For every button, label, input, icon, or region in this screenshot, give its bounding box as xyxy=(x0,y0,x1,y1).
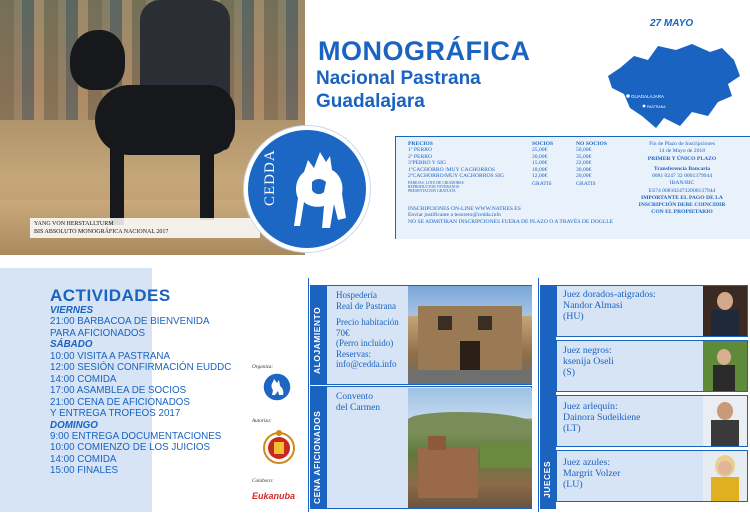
dog-leg xyxy=(110,140,124,225)
subtitle-province: Guadalajara xyxy=(316,91,425,112)
registration-info xyxy=(622,141,742,217)
activity-item: 14:00 COMIDA xyxy=(50,373,117,385)
price-row-label: 3ºPERRO Y SIG xyxy=(408,160,446,167)
price-no-socios: 20,00€ xyxy=(576,173,592,180)
free-labels xyxy=(408,181,528,193)
section-divider xyxy=(308,278,309,512)
dog-silhouette-icon xyxy=(290,148,350,234)
price-no-socios: 30,00€ xyxy=(576,166,592,173)
note-online[interactable]: INSCRIPCIONES ON-LINE WWW.NATRES.ES xyxy=(408,206,521,212)
judge-title: Juez negros: xyxy=(563,345,612,356)
judge-info xyxy=(563,401,693,434)
judge-info xyxy=(563,457,693,490)
cena-line: del Carmen xyxy=(336,403,381,413)
price-header: PRECIOS xyxy=(408,141,433,147)
aloj-line: Precio habitación xyxy=(336,317,399,327)
judge-title: Juez azules: xyxy=(563,457,611,468)
info-line: IBAN/BIC xyxy=(669,180,695,187)
alojamiento-text xyxy=(336,290,414,370)
activity-item: 10:00 COMIENZO DE LOS JUICIOS xyxy=(50,442,211,454)
activity-day: SÁBADO xyxy=(50,339,93,351)
activity-day: VIERNES xyxy=(50,305,94,316)
reservation-email[interactable]: info@cedda.info xyxy=(336,359,397,369)
free-label: PRESENTACION GRATUITA xyxy=(408,188,456,193)
price-row-label: 2ºCACHORRO/MUY CACHORROS SIG xyxy=(408,173,505,180)
judge-country: (S) xyxy=(563,367,575,378)
info-line: PRIMER Y ÚNICO PLAZO xyxy=(647,155,717,162)
convento-photo xyxy=(408,388,532,508)
price-no-socios-free: GRATIS xyxy=(576,180,596,187)
price-socios-free: GRATIS xyxy=(532,180,552,187)
judge-photo xyxy=(703,396,747,446)
judge-photo xyxy=(703,451,747,501)
price-no-socios: 35,00€ xyxy=(576,153,592,160)
price-socios-col xyxy=(532,141,572,187)
note-send[interactable]: Enviar justificante a tesorero@cedda.info xyxy=(408,212,502,219)
judge-name: ksenija Oseli xyxy=(563,356,614,367)
judge-country: (HU) xyxy=(563,311,584,322)
free-label: PAREJAS, LOTE DE CRIADORES xyxy=(408,180,464,185)
activity-item: Y ENTREGA TROFEOS 2017 xyxy=(50,408,181,420)
activities-list xyxy=(50,305,270,477)
cedda-small-logo xyxy=(262,372,292,402)
cena-line: Convento xyxy=(336,392,373,402)
activity-item: 15:00 FINALES xyxy=(50,465,119,477)
judge-photo xyxy=(703,286,747,336)
caption-line: BIS ABSOLUTO MONOGRÁFICA NACIONAL 2017 xyxy=(34,229,169,236)
price-header: SOCIOS xyxy=(532,141,554,147)
organiza-label: Organiza: xyxy=(252,364,274,370)
free-label: REPRODUCTOR VETERANOS xyxy=(408,184,460,189)
activity-day: DOMINGO xyxy=(50,419,98,431)
price-labels xyxy=(408,141,528,192)
autoriza-label: Autoriza: xyxy=(252,418,272,424)
price-socios: 15,00€ xyxy=(532,160,548,167)
activities-title: ACTIVIDADES xyxy=(50,286,171,305)
judge-title: Juez dorados-atigrados: xyxy=(563,289,656,300)
info-line: CON EL PROPIETARIO xyxy=(651,209,713,216)
judge-country: (LT) xyxy=(563,423,581,434)
photo-caption xyxy=(30,218,260,238)
cedda-logo-text: CEDDA xyxy=(262,149,278,206)
section-divider xyxy=(538,278,539,512)
page-title: MONOGRÁFICA xyxy=(318,36,531,66)
activity-item: 17:00 ASAMBLEA DE SOCIOS xyxy=(50,385,187,397)
map-label-guadalajara: GUADALAJARA xyxy=(631,94,665,99)
price-no-socios-col xyxy=(576,141,616,187)
rsce-shield-icon xyxy=(262,428,296,468)
activity-item: 12:00 SESIÓN CONFIRMACIÓN EUDDC xyxy=(50,362,232,374)
activity-item: PARA AFICIONADOS xyxy=(50,327,146,339)
hospederia-photo xyxy=(408,286,532,384)
activity-item: 21:00 BARBACOA DE BIENVENIDA xyxy=(50,316,210,328)
cena-label: CENA AFICIONADOS xyxy=(312,410,322,504)
info-line: 14 de Mayo de 2018 xyxy=(659,148,705,155)
subtitle-location: Nacional Pastrana xyxy=(316,68,481,89)
alojamiento-label: ALOJAMIENTO xyxy=(312,306,322,374)
judge-info xyxy=(563,289,693,322)
eukanuba-logo: Eukanuba xyxy=(252,491,296,501)
info-line: 0081 0247 32 0001379944 xyxy=(651,173,713,180)
dog-leg xyxy=(200,140,214,220)
activity-item: 21:00 CENA DE AFICIONADOS xyxy=(50,396,190,408)
price-notes xyxy=(408,206,618,225)
aloj-line: 70€ xyxy=(336,327,350,338)
judge-name: Margrit Volzer xyxy=(563,468,621,479)
price-header: NO SOCIOS xyxy=(576,141,607,147)
colabora-label: Colabora: xyxy=(252,478,274,484)
price-no-socios: 50,00€ xyxy=(576,147,592,154)
price-socios: 18,00€ xyxy=(532,166,548,173)
aloj-line: Real de Pastrana xyxy=(336,300,396,311)
note-deadline: NO SE ADMITIRAN INSCRIPCIONES FUERA DE PLAZO O A TRAVÉS DE DOGLLE xyxy=(408,218,614,225)
info-line: Fin de Plazo de Inscripciones xyxy=(649,141,715,147)
aloj-line: Hospedería xyxy=(336,290,377,300)
guadalajara-map xyxy=(600,38,745,133)
dog-head xyxy=(70,30,125,90)
price-row-label: 1ºCACHORRO /MUY CACHORROS xyxy=(408,166,496,173)
judge-title: Juez arlequín: xyxy=(563,401,618,412)
jueces-label: JUECES xyxy=(542,460,552,498)
judge-name: Dainora Sudeikiene xyxy=(563,412,641,423)
info-line: INSCRIPCIÓN DEBE COINCIDIR xyxy=(638,202,726,209)
judge-info xyxy=(563,345,693,378)
aloj-line: Reservas: xyxy=(336,348,371,359)
price-row-label: 1º PERRO xyxy=(408,147,432,154)
info-line: ES74 0081024732000137944 xyxy=(648,187,716,194)
activity-item: 9:00 ENTREGA DOCUMENTACIONES xyxy=(50,430,222,442)
price-row-label: 2º PERRO xyxy=(408,153,432,160)
info-line: IMPORTANTE EL PAGO DE LA xyxy=(641,194,723,201)
event-date: 27 MAYO xyxy=(650,18,694,29)
judge-photo xyxy=(703,341,747,391)
map-label-pastrana: PASTRANA xyxy=(647,105,666,109)
judge-country: (LU) xyxy=(563,479,583,490)
caption-line: YANG VON HERSTALLTURM xyxy=(34,221,114,227)
activity-item: 10:00 VISITA A PASTRANA xyxy=(50,350,170,362)
activity-item: 14:00 COMIDA xyxy=(50,453,117,465)
price-socios: 20,00€ xyxy=(532,153,548,160)
price-socios: 25,00€ xyxy=(532,147,548,154)
price-no-socios: 22,00€ xyxy=(576,160,592,167)
info-line: Transferencia Bancaria xyxy=(653,165,711,172)
cena-text xyxy=(336,392,408,414)
aloj-line: (Perro incluido) xyxy=(336,338,394,348)
price-socios: 12,00€ xyxy=(532,173,548,180)
judge-name: Nandor Almasi xyxy=(563,300,623,311)
